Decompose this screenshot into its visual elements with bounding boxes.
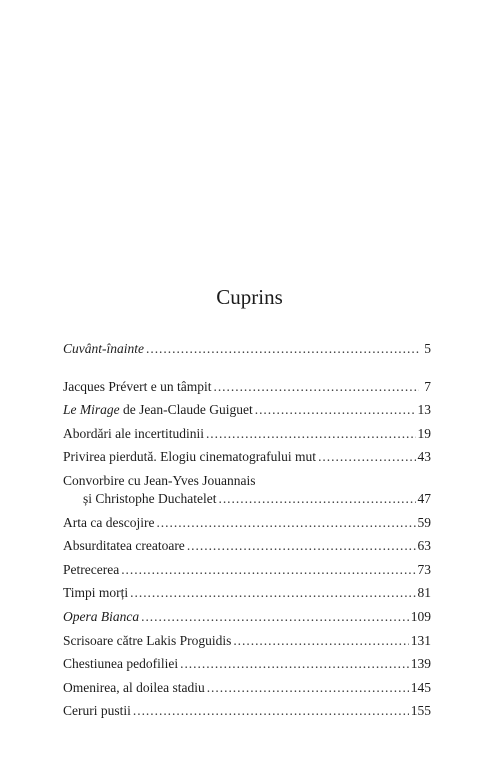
toc-page-number: 63 (417, 538, 431, 554)
toc-entry-title-continued: și Christophe Duchatelet (83, 490, 217, 506)
table-of-contents (63, 340, 431, 726)
dot-leader (207, 679, 409, 697)
toc-page-number: 131 (410, 632, 431, 648)
toc-page-number: 43 (417, 449, 431, 465)
toc-entry-title: Ceruri pustii (63, 703, 131, 719)
toc-entry (63, 401, 431, 425)
toc-entry-title: Scrisoare către Lakis Proguidis (63, 632, 232, 648)
toc-entry-title: Privirea pierdută. Elogiu cinematografului mut (63, 449, 317, 465)
toc-page-number: 145 (410, 679, 431, 695)
toc-entry-foreword (63, 340, 431, 364)
dot-leader (233, 632, 408, 650)
dot-leader (146, 340, 419, 358)
toc-entry (63, 584, 431, 608)
toc-entry (63, 514, 431, 538)
dot-leader (213, 378, 419, 396)
toc-entry-title: Arta ca descojire (63, 514, 155, 530)
dot-leader (156, 514, 415, 532)
dot-leader (180, 655, 409, 673)
dot-leader (255, 401, 416, 419)
toc-page-number: 47 (417, 490, 431, 506)
toc-entry-line1 (63, 472, 431, 490)
dot-leader (141, 608, 409, 626)
toc-entry-title: Le Mirage de Jean-Claude Guiguet (63, 402, 253, 418)
dot-leader (218, 490, 415, 508)
page-title: Cuprins (216, 285, 283, 309)
toc-entry-title: Omenirea, al doilea stadiu (63, 679, 205, 695)
toc-entry (63, 448, 431, 472)
toc-entry (63, 561, 431, 585)
dot-leader (130, 584, 415, 602)
toc-page-number: 13 (417, 402, 431, 418)
toc-page-number: 7 (424, 378, 431, 394)
toc-entry (63, 655, 431, 679)
toc-entry-title: Petrecerea (63, 561, 120, 577)
toc-entry-title: Cuvânt-înainte (63, 341, 144, 356)
toc-entry (63, 679, 431, 703)
toc-page-number: 19 (417, 425, 431, 441)
toc-entry-title: Opera Bianca (63, 608, 140, 624)
dot-leader (318, 448, 415, 466)
toc-page-number: 73 (417, 561, 431, 577)
toc-entry-title: Abordări ale incertitudinii (63, 425, 204, 441)
toc-page-number: 109 (410, 608, 431, 624)
dot-leader (133, 702, 409, 720)
toc-entry-title: Chestiunea pedofiliei (63, 656, 179, 672)
dot-leader (121, 561, 415, 579)
toc-entry (63, 702, 431, 726)
toc-entry (63, 537, 431, 561)
toc-entry-title: Absurditatea creatoare (63, 538, 185, 554)
toc-entry-title: Timpi morți (63, 585, 129, 601)
toc-entry-title: Jacques Prévert e un tâmpit (63, 378, 212, 394)
toc-entry (63, 608, 431, 632)
toc-page-number: 81 (417, 585, 431, 601)
toc-page-number: 139 (410, 656, 431, 672)
toc-entry (63, 378, 431, 402)
toc-entry-title: Convorbire cu Jean-Yves Jouannais (63, 472, 256, 488)
toc-page-number: 5 (424, 341, 431, 356)
toc-page-number: 59 (417, 514, 431, 530)
toc-entry (63, 425, 431, 449)
toc-page-number: 155 (410, 703, 431, 719)
dot-leader (187, 537, 416, 555)
dot-leader (206, 425, 416, 443)
toc-entry (63, 632, 431, 656)
toc-entry-line2 (63, 490, 431, 514)
